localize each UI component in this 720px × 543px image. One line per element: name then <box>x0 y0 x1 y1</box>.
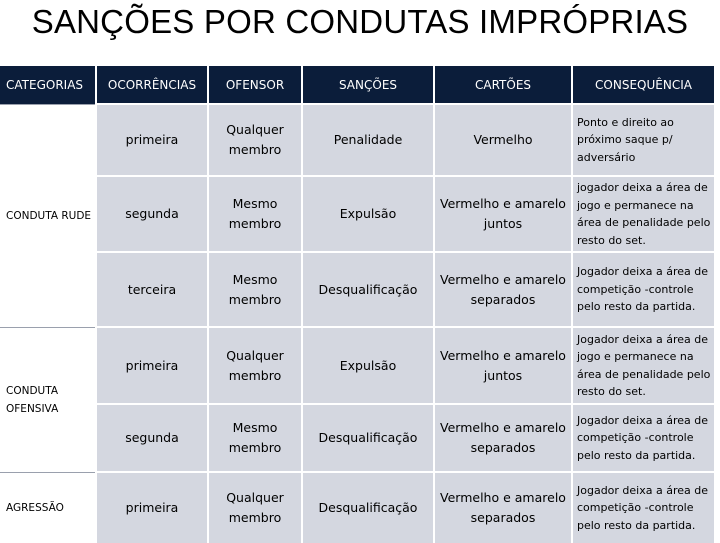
header-ocorrencias: OCORRÊNCIAS <box>96 66 208 104</box>
cell-cartao: Vermelho <box>434 104 572 176</box>
header-cartoes: CARTÕES <box>434 66 572 104</box>
cell-consequencia: Jogador deixa a área de competição -controle pelo resto da partida. <box>572 252 714 327</box>
table-row <box>0 472 714 543</box>
cell-cartao: Vermelho e amarelo separados <box>434 252 572 327</box>
cell-consequencia: jogador deixa a área de jogo e permanece na área de penalidade pelo resto do set. <box>572 176 714 252</box>
cell-consequencia: Jogador deixa a área de jogo e permanece na área de penalidade pelo resto do set. <box>572 327 714 404</box>
table-row <box>0 176 714 252</box>
cell-ocorrencia: segunda <box>96 176 208 252</box>
cell-ofensor: Mesmo membro <box>208 404 302 472</box>
table-row <box>0 404 714 472</box>
cell-cartao: Vermelho e amarelo juntos <box>434 327 572 404</box>
sanctions-table <box>0 66 714 543</box>
cell-cartao: Vermelho e amarelo juntos <box>434 176 572 252</box>
cell-ocorrencia: segunda <box>96 404 208 472</box>
cell-ofensor: Mesmo membro <box>208 176 302 252</box>
cell-consequencia: Ponto e direito ao próximo saque p/ adversário <box>572 104 714 176</box>
cell-sancao: Desqualificação <box>302 472 434 543</box>
cell-sancao: Expulsão <box>302 327 434 404</box>
cell-cartao: Vermelho e amarelo separados <box>434 472 572 543</box>
page-title: SANÇÕES POR CONDUTAS IMPRÓPRIAS <box>31 3 689 40</box>
cell-ofensor: Mesmo membro <box>208 252 302 327</box>
table-row <box>0 104 714 176</box>
cell-consequencia: Jogador deixa a área de competição -controle pelo resto da partida. <box>572 404 714 472</box>
cell-sancao: Expulsão <box>302 176 434 252</box>
category-conduta-rude: CONDUTA RUDE <box>0 104 96 327</box>
header-row <box>0 66 714 104</box>
cell-cartao: Vermelho e amarelo separados <box>434 404 572 472</box>
cell-ocorrencia: primeira <box>96 327 208 404</box>
cell-ofensor: Qualquer membro <box>208 327 302 404</box>
table-row <box>0 252 714 327</box>
cell-ofensor: Qualquer membro <box>208 472 302 543</box>
cell-sancao: Desqualificação <box>302 404 434 472</box>
header-ofensor: OFENSOR <box>208 66 302 104</box>
header-categorias: CATEGORIAS <box>0 66 96 104</box>
header-sancoes: SANÇÕES <box>302 66 434 104</box>
cell-ocorrencia: primeira <box>96 472 208 543</box>
cell-sancao: Penalidade <box>302 104 434 176</box>
category-agressao: AGRESSÃO <box>0 472 96 543</box>
cell-ocorrencia: primeira <box>96 104 208 176</box>
header-consequencia: CONSEQUÊNCIA <box>572 66 714 104</box>
cell-sancao: Desqualificação <box>302 252 434 327</box>
cell-consequencia: Jogador deixa a área de competição -controle pelo resto da partida. <box>572 472 714 543</box>
cell-ofensor: Qualquer membro <box>208 104 302 176</box>
table-row <box>0 327 714 404</box>
category-conduta-ofensiva: CONDUTA OFENSIVA <box>0 327 96 472</box>
cell-ocorrencia: terceira <box>96 252 208 327</box>
